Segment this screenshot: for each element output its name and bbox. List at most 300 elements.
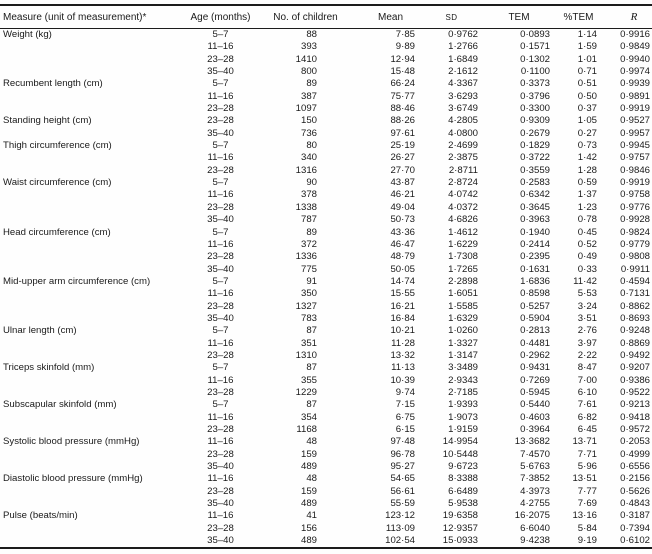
pct-value: 0·59 xyxy=(577,177,597,189)
table-row xyxy=(0,350,652,362)
age-value: 23–28 xyxy=(207,448,234,460)
measure-label: Mid-upper arm circumference (cm) xyxy=(3,275,151,287)
r-value: 0·9916 xyxy=(620,29,650,40)
pct-value: 6·45 xyxy=(577,424,597,435)
r-value: 0·9779 xyxy=(620,238,650,250)
r-value: 0·9911 xyxy=(620,263,650,275)
age-value: 35–40 xyxy=(207,498,234,510)
pct-value: 0·45 xyxy=(577,226,597,238)
mean-value: 75·77 xyxy=(390,90,415,102)
measure-label: Ulnar length (cm) xyxy=(3,325,77,337)
r-value: 0·9527 xyxy=(620,115,650,127)
column-header-mean: Mean xyxy=(353,5,420,29)
n-value: 1097 xyxy=(295,103,317,115)
measure-label xyxy=(0,535,183,548)
tem-value: 5·6763 xyxy=(520,461,550,473)
tem-value: 0·3645 xyxy=(520,201,550,213)
pct-value: 0·78 xyxy=(577,214,597,226)
sd-value: 1·9073 xyxy=(448,411,478,423)
n-value: 87 xyxy=(306,362,317,374)
table-row xyxy=(0,288,652,300)
sd-value: 1·9159 xyxy=(448,424,478,435)
table-row xyxy=(0,103,652,115)
r-value: 0·6556 xyxy=(620,461,650,473)
tem-value: 0·3796 xyxy=(520,90,550,102)
tem-value: 0·0893 xyxy=(520,29,550,40)
table-row xyxy=(0,510,652,522)
n-value: 800 xyxy=(300,66,317,78)
pct-value: 0·37 xyxy=(577,103,597,115)
r-value: 0·9758 xyxy=(620,189,650,201)
pct-value: 7·00 xyxy=(577,374,597,386)
sd-value: 1·9393 xyxy=(448,399,478,411)
r-value: 0·9940 xyxy=(620,53,650,65)
table-row xyxy=(0,115,652,127)
r-value: 0·8862 xyxy=(620,300,650,312)
n-value: 48 xyxy=(306,473,317,485)
tem-value: 0·3722 xyxy=(520,152,550,164)
n-value: 351 xyxy=(300,337,317,349)
r-value: 0·9928 xyxy=(620,214,650,226)
age-value: 23–28 xyxy=(207,522,234,534)
measure-label xyxy=(0,251,183,263)
r-value: 0·4843 xyxy=(620,498,650,510)
measure-label xyxy=(0,375,183,387)
age-value: 23–28 xyxy=(207,53,234,65)
n-value: 87 xyxy=(306,325,317,337)
table-row xyxy=(0,436,652,448)
mean-value: 15·55 xyxy=(390,288,415,300)
pct-value: 1·37 xyxy=(577,189,597,201)
pct-value: 1·42 xyxy=(577,152,597,164)
sd-value: 1·4612 xyxy=(448,226,478,238)
age-value: 11–16 xyxy=(207,152,234,164)
pct-value: 5·53 xyxy=(577,288,597,300)
table-row xyxy=(0,54,652,66)
mean-value: 88·46 xyxy=(390,103,415,115)
sd-value: 1·6051 xyxy=(448,288,478,300)
mean-value: 50·73 xyxy=(390,214,415,226)
n-value: 489 xyxy=(258,535,353,548)
n-value: 372 xyxy=(300,238,317,250)
mean-value: 49·04 xyxy=(390,201,415,213)
sd-value: 3·6749 xyxy=(448,103,478,115)
sd-value: 4·3367 xyxy=(448,78,478,90)
n-value: 775 xyxy=(300,263,317,275)
tem-value: 0·3963 xyxy=(520,214,550,226)
tem-value: 0·5904 xyxy=(520,312,550,324)
tem-value: 0·5257 xyxy=(520,300,550,312)
n-value: 393 xyxy=(300,41,317,53)
r-value: 0·2053 xyxy=(620,436,650,448)
table-row xyxy=(0,486,652,498)
sd-value: 4·2805 xyxy=(448,115,478,127)
n-value: 1168 xyxy=(296,424,317,435)
measure-label xyxy=(0,461,183,473)
pct-value: 7·61 xyxy=(577,399,597,411)
measure-label: Subscapular skinfold (mm) xyxy=(3,399,117,411)
n-value: 48 xyxy=(306,436,317,448)
sd-value: 4·0800 xyxy=(448,127,478,139)
measure-label xyxy=(0,313,183,325)
pct-value: 0·27 xyxy=(577,127,597,139)
pct-value: 0·49 xyxy=(577,251,597,263)
table-row xyxy=(0,41,652,53)
pct-value: 11·42 xyxy=(573,275,597,287)
sd-value: 1·3147 xyxy=(448,349,478,361)
sd-value: 5·9538 xyxy=(448,498,478,510)
table-row xyxy=(0,177,652,189)
r-value: 0·6102 xyxy=(602,535,652,548)
pct-value: 0·73 xyxy=(577,140,597,152)
age-value: 11–16 xyxy=(207,411,234,423)
mean-value: 43·87 xyxy=(390,177,415,189)
age-value: 23–28 xyxy=(207,115,234,127)
r-value: 0·7394 xyxy=(620,522,650,534)
pct-value: 0·71 xyxy=(577,66,597,78)
age-value: 35–40 xyxy=(207,214,234,226)
age-value: 23–28 xyxy=(207,386,234,398)
sd-value: 3·3489 xyxy=(448,362,478,374)
measure-label xyxy=(0,103,183,115)
table-row xyxy=(0,276,652,288)
table-row xyxy=(0,338,652,350)
mean-value: 43·36 xyxy=(390,226,415,238)
n-value: 736 xyxy=(300,127,317,139)
mean-value: 66·24 xyxy=(390,78,415,90)
measure-label xyxy=(0,128,183,140)
tem-value: 0·2583 xyxy=(520,177,550,189)
tem-value: 0·3559 xyxy=(520,164,550,176)
age-value: 11–16 xyxy=(207,41,234,53)
table-row xyxy=(0,461,652,473)
table-row xyxy=(0,535,652,548)
pct-value: 3·51 xyxy=(577,312,597,324)
n-value: 489 xyxy=(300,461,317,473)
sd-value: 3·6293 xyxy=(448,90,478,102)
tem-value: 0·7269 xyxy=(520,374,550,386)
age-value: 5–7 xyxy=(212,362,229,374)
r-value: 0·9808 xyxy=(620,251,650,263)
mean-value: 46·21 xyxy=(390,189,415,201)
mean-value: 113·09 xyxy=(385,522,415,534)
tem-value: 7·4570 xyxy=(520,448,550,460)
r-value: 0·9386 xyxy=(620,374,650,386)
r-value: 0·9248 xyxy=(620,325,650,337)
r-value: 0·9919 xyxy=(620,103,650,115)
n-value: 1336 xyxy=(295,251,317,263)
table-row xyxy=(0,140,652,152)
r-value: 0·9849 xyxy=(620,41,650,53)
sd-value: 1·6849 xyxy=(448,53,478,65)
mean-value: 96·78 xyxy=(390,448,415,460)
tem-value: 0·1829 xyxy=(520,140,550,152)
sd-value: 1·0260 xyxy=(448,325,478,337)
age-value: 11–16 xyxy=(207,337,234,349)
age-value: 23–28 xyxy=(207,485,234,497)
measure-label xyxy=(0,498,183,510)
r-value: 0·8693 xyxy=(620,312,650,324)
measure-label xyxy=(0,54,183,66)
age-value: 5–7 xyxy=(212,140,229,152)
measure-label xyxy=(0,165,183,177)
n-value: 89 xyxy=(306,226,317,238)
tem-value: 0·3300 xyxy=(520,103,550,115)
table-header-row xyxy=(0,5,652,29)
n-value: 340 xyxy=(300,152,317,164)
pct-value: 13·16 xyxy=(572,510,597,522)
n-value: 1310 xyxy=(295,349,317,361)
pct-value: 3·97 xyxy=(577,337,597,349)
age-value: 35–40 xyxy=(183,535,258,548)
sd-value: 1·3327 xyxy=(448,337,478,349)
tem-value: 0·1631 xyxy=(520,263,550,275)
mean-value: 97·61 xyxy=(390,127,415,139)
r-value: 0·9776 xyxy=(620,201,650,213)
r-value: 0·9572 xyxy=(620,424,650,435)
sd-value: 10·5448 xyxy=(442,448,478,460)
age-value: 23–28 xyxy=(207,424,234,435)
sd-value: 9·6723 xyxy=(448,461,478,473)
mean-value: 6·75 xyxy=(395,411,415,423)
sd-value: 2·2898 xyxy=(448,275,478,287)
pct-value: 1·23 xyxy=(577,201,597,213)
mean-value: 48·79 xyxy=(390,251,415,263)
table-row xyxy=(0,189,652,201)
r-value: 0·9492 xyxy=(620,349,650,361)
table-row xyxy=(0,202,652,214)
mean-value: 50·05 xyxy=(390,263,415,275)
r-value: 0·4999 xyxy=(620,448,650,460)
sd-value: 2·8711 xyxy=(448,164,478,176)
table-row xyxy=(0,78,652,90)
age-value: 35–40 xyxy=(207,263,234,275)
pct-value: 7·77 xyxy=(577,485,597,497)
pct-value: 3·24 xyxy=(577,300,597,312)
mean-value: 9·74 xyxy=(395,386,415,398)
r-value: 0·9418 xyxy=(620,411,650,423)
mean-value: 13·32 xyxy=(390,349,415,361)
mean-value: 14·74 xyxy=(390,275,415,287)
mean-value: 12·94 xyxy=(390,53,415,65)
tem-value: 9·4238 xyxy=(483,535,555,548)
measure-label: Thigh circumference (cm) xyxy=(3,140,112,152)
r-value: 0·9757 xyxy=(620,152,650,164)
table-row xyxy=(0,412,652,424)
mean-value: 88·26 xyxy=(390,115,415,127)
n-value: 89 xyxy=(306,78,317,90)
measure-label xyxy=(0,350,183,362)
pct-value: 0·50 xyxy=(577,90,597,102)
sd-value: 19·6358 xyxy=(442,510,478,522)
pct-value: 13·71 xyxy=(572,436,597,448)
tem-value: 0·2414 xyxy=(520,238,550,250)
measure-label xyxy=(0,214,183,226)
sd-value: 0·9762 xyxy=(448,29,478,40)
mean-value: 11·28 xyxy=(391,337,415,349)
r-value: 0·4594 xyxy=(620,275,650,287)
sd-value: 15·0933 xyxy=(420,535,483,548)
pct-value: 7·71 xyxy=(577,448,597,460)
sd-value: 1·7265 xyxy=(448,263,478,275)
mean-value: 25·19 xyxy=(390,140,415,152)
table-row xyxy=(0,523,652,535)
table-row xyxy=(0,362,652,374)
age-value: 23–28 xyxy=(207,164,234,176)
measure-label xyxy=(0,41,183,53)
tem-value: 4·3973 xyxy=(520,485,550,497)
tem-value: 1·6836 xyxy=(520,275,550,287)
n-value: 387 xyxy=(300,90,317,102)
measure-label: Recumbent length (cm) xyxy=(3,78,103,90)
table-row xyxy=(0,251,652,263)
r-value: 0·7131 xyxy=(620,288,650,300)
sd-value: 1·5585 xyxy=(448,300,478,312)
column-header-tem: TEM xyxy=(483,5,555,29)
age-value: 11–16 xyxy=(207,189,234,201)
table-body xyxy=(0,29,652,549)
mean-value: 6·15 xyxy=(395,424,415,435)
r-value: 0·8869 xyxy=(620,337,650,349)
measurement-reliability-table xyxy=(0,4,652,549)
age-value: 23–28 xyxy=(207,349,234,361)
age-value: 11–16 xyxy=(207,510,234,522)
sd-value: 12·9357 xyxy=(442,522,478,534)
measure-label: Triceps skinfold (mm) xyxy=(3,362,95,374)
tem-value: 0·2679 xyxy=(520,127,550,139)
age-value: 23–28 xyxy=(207,201,234,213)
measure-label xyxy=(0,202,183,214)
n-value: 1316 xyxy=(295,164,317,176)
n-value: 156 xyxy=(300,522,317,534)
pct-value: 0·52 xyxy=(577,238,597,250)
pct-value: 0·33 xyxy=(577,263,597,275)
r-value: 0·9957 xyxy=(620,127,650,139)
table-row xyxy=(0,498,652,510)
r-value: 0·9824 xyxy=(620,226,650,238)
table-row xyxy=(0,91,652,103)
age-value: 23–28 xyxy=(207,251,234,263)
measure-label xyxy=(0,152,183,164)
column-header-sd: SD xyxy=(420,5,483,29)
measure-label: Standing height (cm) xyxy=(3,115,92,127)
tem-value: 0·1571 xyxy=(520,41,550,53)
mean-value: 10·21 xyxy=(390,325,415,337)
tem-value: 6·6040 xyxy=(520,522,550,534)
table-row xyxy=(0,399,652,411)
tem-value: 0·4481 xyxy=(520,337,550,349)
r-value: 0·9974 xyxy=(620,66,650,78)
table-row xyxy=(0,375,652,387)
mean-value: 54·65 xyxy=(390,473,415,485)
tem-value: 13·3682 xyxy=(514,436,550,448)
pct-value: 6·10 xyxy=(577,386,597,398)
sd-value: 14·9954 xyxy=(442,436,478,448)
tem-value: 0·5945 xyxy=(520,386,550,398)
measure-label xyxy=(0,66,183,78)
n-value: 88 xyxy=(306,29,317,40)
mean-value: 11·13 xyxy=(391,362,415,374)
measure-label xyxy=(0,387,183,399)
age-value: 11–16 xyxy=(207,90,234,102)
sd-value: 1·2766 xyxy=(448,41,478,53)
measure-label xyxy=(0,301,183,313)
pct-value: 6·82 xyxy=(577,411,597,423)
mean-value: 46·47 xyxy=(390,238,415,250)
measure-label: Head circumference (cm) xyxy=(3,226,111,238)
mean-value: 102·54 xyxy=(353,535,420,548)
pct-value: 2·76 xyxy=(577,325,597,337)
r-value: 0·3187 xyxy=(620,510,650,522)
table-row xyxy=(0,449,652,461)
measure-label: Weight (kg) xyxy=(3,29,52,40)
table-row xyxy=(0,214,652,226)
n-value: 489 xyxy=(300,498,317,510)
n-value: 159 xyxy=(300,485,317,497)
mean-value: 16·84 xyxy=(390,312,415,324)
n-value: 80 xyxy=(306,140,317,152)
sd-value: 2·8724 xyxy=(448,177,478,189)
measure-label xyxy=(0,338,183,350)
r-value: 0·9891 xyxy=(620,90,650,102)
table-row xyxy=(0,128,652,140)
tem-value: 0·3373 xyxy=(520,78,550,90)
age-value: 11–16 xyxy=(207,374,234,386)
pct-value: 9·19 xyxy=(555,535,602,548)
tem-value: 16·2075 xyxy=(514,510,550,522)
sd-value: 4·0742 xyxy=(448,189,478,201)
age-value: 35–40 xyxy=(207,461,234,473)
pct-value: 8·47 xyxy=(577,362,597,374)
measure-label xyxy=(0,412,183,424)
column-header-measure: Measure (unit of measurement)* xyxy=(0,5,183,29)
table-row xyxy=(0,387,652,399)
r-value: 0·9846 xyxy=(620,164,650,176)
pct-value: 2·22 xyxy=(577,349,597,361)
n-value: 91 xyxy=(306,275,317,287)
n-value: 87 xyxy=(306,399,317,411)
measure-label xyxy=(0,486,183,498)
measure-label xyxy=(0,424,183,436)
table-row xyxy=(0,227,652,239)
sd-value: 4·6826 xyxy=(448,214,478,226)
sd-value: 4·0372 xyxy=(448,201,478,213)
age-value: 35–40 xyxy=(207,127,234,139)
tem-value: 4·2755 xyxy=(520,498,550,510)
column-header-no-of-children: No. of children xyxy=(258,5,353,29)
pct-value: 0·51 xyxy=(577,78,597,90)
table-row xyxy=(0,264,652,276)
mean-value: 7·85 xyxy=(395,29,415,40)
column-header-age: Age (months) xyxy=(183,5,258,29)
r-value: 0·9939 xyxy=(620,78,650,90)
r-value: 0·2156 xyxy=(620,473,650,485)
tem-value: 0·9309 xyxy=(520,115,550,127)
n-value: 350 xyxy=(300,288,317,300)
measure-label xyxy=(0,91,183,103)
age-value: 23–28 xyxy=(207,103,234,115)
measure-label xyxy=(0,523,183,535)
tem-value: 0·2395 xyxy=(520,251,550,263)
pct-value: 1·01 xyxy=(577,53,597,65)
mean-value: 123·12 xyxy=(385,510,415,522)
sd-value: 2·7185 xyxy=(448,386,478,398)
r-value: 0·9207 xyxy=(620,362,650,374)
measure-label: Systolic blood pressure (mmHg) xyxy=(3,436,140,448)
mean-value: 97·48 xyxy=(390,436,415,448)
age-value: 5–7 xyxy=(212,275,229,287)
measure-label xyxy=(0,239,183,251)
